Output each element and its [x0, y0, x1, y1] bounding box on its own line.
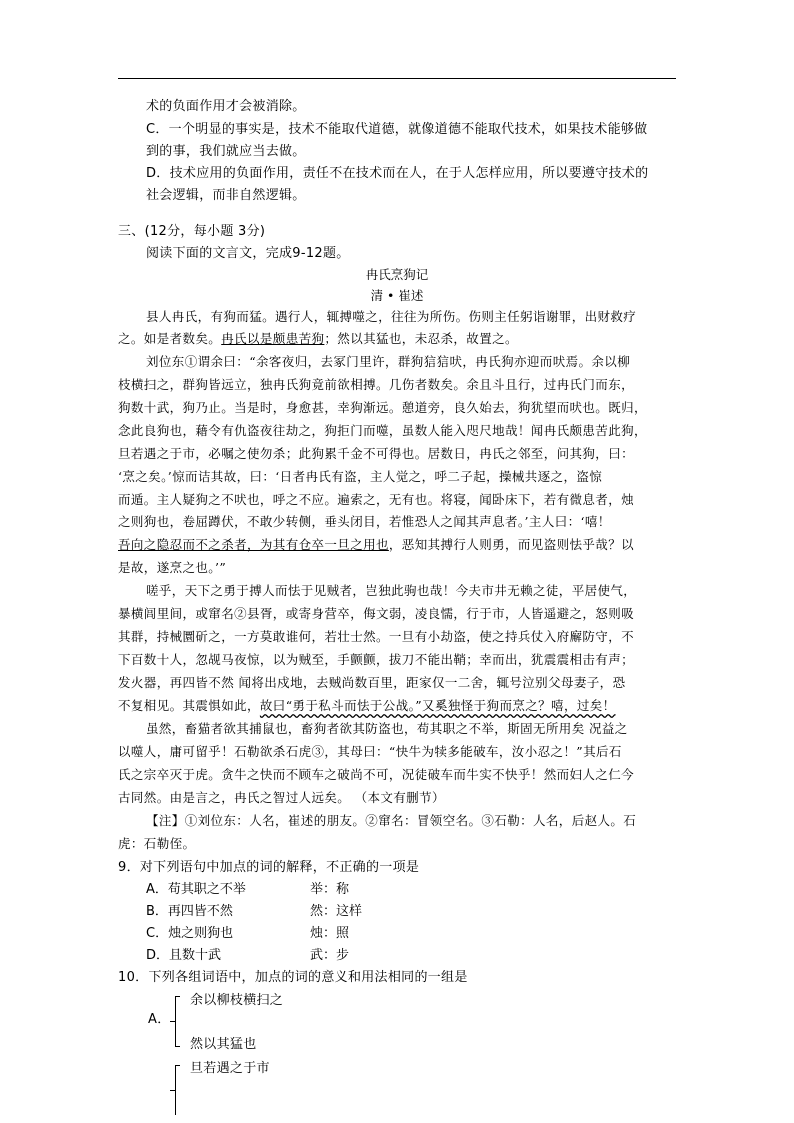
brace-icon — [175, 996, 183, 1046]
underlined-sentence: 冉氏以是颇患苦狗 — [221, 331, 325, 346]
option-d-line1: D．技术应用的负面作用，责任不在技术而在人，在于人怎样应用，所以要遵守技术的 — [146, 166, 649, 181]
option-c-line1: C．一个明显的事实是，技术不能取代道德，就像道德不能取代技术，如果技术能够做 — [146, 122, 648, 137]
section-instruction: 阅读下面的文言文，完成9-12题。 — [146, 246, 350, 261]
q9-option-c: C．烛之则狗也 — [146, 926, 234, 941]
header-rule — [118, 78, 676, 79]
passage-line: 其群，持械圜斫之，一方莫敢谁何，若壮士然。一旦有小劫盗，使之持兵仗入府廨防守，不 — [118, 629, 635, 644]
brace-icon — [175, 1065, 183, 1115]
question-9-stem: 9．对下列语句中加点的词的解释，不正确的一项是 — [118, 860, 420, 875]
text-line: 术的负面作用才会被消除。 — [146, 99, 306, 114]
underlined-sentence: 吾向之隐忍而不之杀者，为其有仓卒一旦之用也 — [118, 537, 389, 552]
passage-line: 之则狗也，卷屈蹲伏，不敢少转侧，垂头闭目，若惟恐人之闻其声息者。’主人曰：‘嘻！ — [118, 514, 611, 529]
passage-line: 旦若遇之于市，必嘱之使勿杀；此狗累千金不可得也。居数日，冉氏之邻至，问其狗，曰： — [118, 446, 635, 461]
passage-line: 暴横闾里间，或窜名②县胥，或寄身营卒，侮文弱，凌良懦，行于市，人皆遥避之，怒则吸 — [118, 606, 635, 621]
passage-line: 下百数十人，忽觇马夜惊，以为贼至，手颤颤，拔刀不能出鞘；幸而出，犹震震相击有声； — [118, 652, 635, 667]
passage-line: 县人冉氏，有狗而猛。遇行人，辄搏噬之，往往为所伤。伤则主任躬诣谢罪，出财救疗 — [146, 309, 637, 324]
q10-b-line1: 旦若遇之于市 — [190, 1061, 270, 1076]
passage-line: 古同然。由是言之，冉氏之智过人远矣。 （本文有删节） — [118, 790, 445, 805]
passage-line: 念此良狗也，藉令有仇盗夜往劫之，狗拒门而噬，虽数人能入咫尺地哉！闻冉氏颇患苦此狗， — [118, 423, 647, 438]
q10-a-line1: 余以柳枝横扫之 — [190, 993, 284, 1008]
passage-line: 氏之宗卒灭于虎。贪牛之快而不顾车之破尚不可，况徒破车而牛实不快乎！然而妇人之仁今 — [118, 767, 635, 782]
passage-line: 是故，遂烹之也。’” — [118, 560, 227, 575]
passage-line: 枝横扫之，群狗皆远立，独冉氏狗竟前欲相搏。几伤者数矣。余且斗且行，过冉氏门而东， — [118, 377, 635, 392]
q9-option-b-gloss: 然：这样 — [310, 904, 363, 919]
passage-line: ‘烹之矣。’惊而诘其故，曰：‘日者冉氏有盗，主人觉之，呼二子起，操械共逐之，盗惊 — [118, 469, 603, 484]
passage-author: 清 • 崔述 — [370, 288, 424, 303]
passage-line: 吾向之隐忍而不之杀者，为其有仓卒一旦之用也，恶知其搏行人则勇，而见盗则怯乎哉？以 — [118, 537, 635, 552]
option-d-line2: 社会逻辑，而非自然逻辑。 — [146, 188, 306, 203]
q9-option-a-gloss: 举：称 — [310, 882, 350, 897]
question-10-stem: 10．下列各组词语中，加点的词的意义和用法相同的一组是 — [118, 970, 468, 985]
passage-line: 发火器，再四皆不然 闻将出戍地，去贼尚数百里，距家仅一二舍，辄号泣别父母妻子，恐 — [118, 675, 626, 690]
passage-line: 以噬人，庸可留乎！石勒欲杀石虎③，其母曰：“快牛为犊多能破车，汝小忍之！”其后石 — [118, 744, 622, 759]
q9-option-d: D．且数十武 — [146, 948, 222, 963]
passage-line: 虽然，畜猫者欲其捕鼠也，畜狗者欲其防盗也，苟其职之不举，斯固无所用矣 况益之 — [146, 721, 628, 736]
passage-line: 不复相见。其震惧如此，故曰“勇于私斗而怯于公战。”又奚独怪于狗而烹之？嘻，过矣！ — [118, 698, 616, 713]
passage-line: 狗数十武，狗乃止。当是时，身愈甚，幸狗渐远。憩道旁，良久始去，狗犹望而吠也。既归， — [118, 400, 647, 415]
note-line: 【注】①刘位东：人名，崔述的朋友。②窜名：冒领空名。③石勒：人名，后赵人。石 — [146, 813, 637, 828]
passage-line: 之。如是者数矣。冉氏以是颇患苦狗；然以其猛也，未忍杀，故置之。 — [118, 331, 518, 346]
passage-line: 刘位东①谓余曰：“余客夜归，去冢门里许，群狗狺狺吠，冉氏狗亦迎而吠焉。余以柳 — [146, 354, 631, 369]
option-c-line2: 到的事，我们就应当去做。 — [146, 144, 306, 159]
wavy-underlined-sentence: 故曰“勇于私斗而怯于公战。”又奚独怪于狗而烹之？嘻，过矣！ — [259, 698, 616, 713]
q9-option-c-gloss: 烛：照 — [310, 926, 350, 941]
q10-option-a-label: A． — [148, 1012, 171, 1027]
q9-option-d-gloss: 武：步 — [310, 948, 350, 963]
passage-line: 而遁。主人疑狗之不吠也，呼之不应。遍索之，无有也。将寝，闻卧床下，若有微息者，烛 — [118, 492, 635, 507]
q10-a-line2: 然以其猛也 — [190, 1037, 257, 1052]
section-heading: 三、(12分，每小题 3分) — [118, 224, 266, 239]
q9-option-a: A．苟其职之不举 — [146, 882, 246, 897]
q9-option-b: B．再四皆不然 — [146, 904, 233, 919]
note-line: 虎：石勒侄。 — [118, 836, 196, 851]
passage-title: 冉氏烹狗记 — [365, 267, 429, 282]
passage-line: 嗟乎，天下之勇于搏人而怯于见贼者，岂独此驹也哉！今夫市井无赖之徒，平居使气， — [146, 583, 637, 598]
